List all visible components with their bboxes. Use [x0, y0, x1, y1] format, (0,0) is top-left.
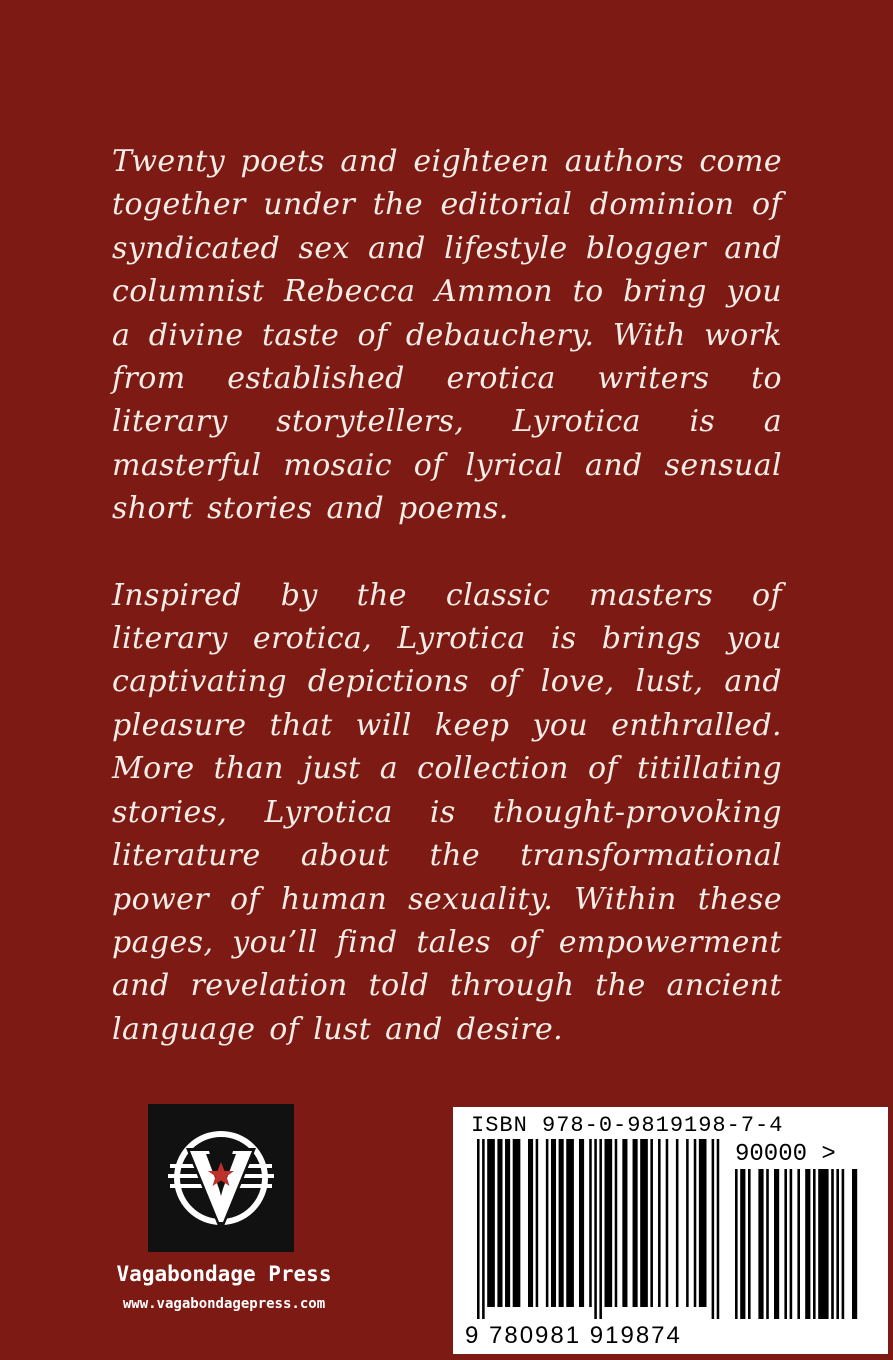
- barcode-bar: [487, 1139, 495, 1307]
- barcode-bar: [551, 1139, 556, 1307]
- addon-bars: [735, 1169, 875, 1319]
- price-code: 90000 >: [735, 1141, 836, 1168]
- barcode-bar: [599, 1139, 602, 1319]
- addon-bar: [836, 1169, 839, 1319]
- barcode-bar: [622, 1139, 627, 1307]
- barcode-bar: [528, 1139, 533, 1307]
- barcode-bar: [536, 1139, 539, 1307]
- barcode-bar: [594, 1139, 597, 1319]
- barcode-bar: [589, 1139, 592, 1307]
- addon-bar: [758, 1169, 763, 1319]
- back-cover-blurb: [112, 140, 782, 1051]
- barcode-bar: [505, 1139, 510, 1307]
- barcode-bar: [650, 1139, 653, 1307]
- ean-digits: 9 780981 919874: [465, 1322, 682, 1349]
- v-star-shield-icon: [148, 1104, 294, 1252]
- isbn-label: ISBN 978-0-9819198-7-4: [471, 1113, 784, 1138]
- addon-bar: [842, 1169, 845, 1319]
- barcode-bar: [497, 1139, 502, 1307]
- addon-bar: [740, 1169, 745, 1319]
- barcode-bar: [686, 1139, 689, 1307]
- addon-bar: [748, 1169, 751, 1319]
- publisher-logo: [148, 1104, 294, 1252]
- barcode-bar: [546, 1139, 549, 1307]
- barcode-bar: [717, 1139, 720, 1319]
- barcode-bar: [477, 1139, 480, 1319]
- barcode-bar: [482, 1139, 485, 1319]
- publisher-url: www.vagabondagepress.com: [122, 1296, 326, 1312]
- addon-bar: [813, 1169, 816, 1319]
- addon-bar: [774, 1169, 779, 1319]
- addon-bar: [805, 1169, 810, 1319]
- addon-bar: [852, 1169, 857, 1319]
- ean13-bars: [477, 1139, 729, 1319]
- barcode-bar: [658, 1139, 661, 1307]
- barcode-bar: [605, 1139, 613, 1307]
- addon-bar: [831, 1169, 834, 1319]
- barcode-bar: [615, 1139, 618, 1307]
- barcode-bar: [559, 1139, 564, 1307]
- barcode-bar: [579, 1139, 584, 1307]
- blurb-paragraph-2: Inspired by the classic masters of literary erotica, Lyrotica is brings you captivating depictions of love, lust, and pleasure that will keep you enthralled. More than just a collection of titillating stories, Lyrotica is thought-provoking literature about the transformational power of human sexuality. Within these pages, you’ll find tales of empowerment and revelation told through the ancient language of lust and desire.: [112, 577, 782, 1047]
- addon-bar: [818, 1169, 828, 1319]
- isbn-barcode: [453, 1107, 888, 1354]
- addon-bar: [766, 1169, 769, 1319]
- barcode-bar: [694, 1139, 697, 1307]
- blurb-paragraph-1: Twenty poets and eighteen authors come together under the editorial dominion of syndicated sex and lifestyle blogger and columnist Rebecca Ammon to bring you a divine taste of debauchery. With work from established erotica writers to literary storytellers, Lyrotica is a masterful mosaic of lyrical and sensual short stories and poems.: [112, 144, 782, 527]
- barcode-bar: [640, 1139, 648, 1307]
- addon-bar: [797, 1169, 800, 1319]
- addon-bar: [784, 1169, 787, 1319]
- barcode-bar: [633, 1139, 638, 1307]
- barcode-bar: [566, 1139, 574, 1307]
- barcode-bar: [712, 1139, 715, 1319]
- barcode-bar: [699, 1139, 707, 1307]
- addon-bar: [735, 1169, 738, 1319]
- barcode-bar: [676, 1139, 679, 1307]
- publisher-name: Vagabondage Press: [116, 1262, 332, 1286]
- barcode-bar: [666, 1139, 669, 1307]
- addon-bar: [790, 1169, 793, 1319]
- barcode-bar: [513, 1139, 521, 1307]
